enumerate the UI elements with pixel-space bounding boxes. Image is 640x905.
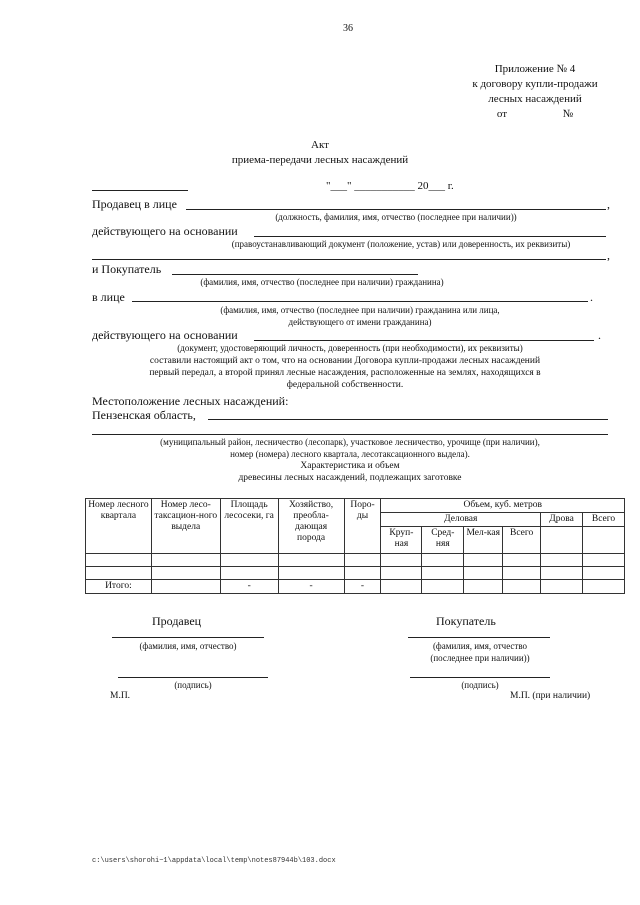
buyer-sign-caption-1: (фамилия, имя, отчество bbox=[432, 641, 528, 651]
header-area: Площадь лесосеки, га bbox=[220, 499, 278, 554]
seller-seal: М.П. bbox=[110, 691, 131, 701]
total-farm: - bbox=[278, 580, 344, 594]
buyer-person-caption-1: (фамилия, имя, отчество (последнее при наличии) гражданина или лица, bbox=[220, 305, 500, 315]
seller-signature-line[interactable] bbox=[118, 677, 268, 678]
date-fill[interactable]: "___" ___________ 20___ г. bbox=[326, 180, 454, 192]
body-text-3: федеральной собственности. bbox=[286, 380, 404, 390]
characteristic-title-1: Характеристика и объем bbox=[300, 461, 400, 471]
seller-basis-caption: (правоустанавливающий документ (положение, устав) или доверенность, их реквизиты) bbox=[231, 239, 571, 249]
buyer-person-label: в лице bbox=[92, 290, 125, 304]
characteristic-title-2: древесины лесных насаждений, подлежащих заготовке bbox=[238, 473, 462, 483]
appendix-line-3: лесных насаждений bbox=[488, 93, 582, 105]
place-line[interactable] bbox=[92, 190, 188, 191]
location-region: Пензенская область, bbox=[92, 408, 196, 422]
buyer-signature-title: Покупатель bbox=[436, 614, 496, 628]
total-label: Итого: bbox=[86, 580, 152, 594]
location-caption-2: номер (номера) лесного квартала, лесотаксационного выдела). bbox=[230, 449, 470, 459]
seller-name-line[interactable] bbox=[186, 209, 606, 210]
buyer-basis-caption: (документ, удостоверяющий личность, доверенность (при необходимости), их реквизиты) bbox=[177, 343, 523, 353]
appendix-block bbox=[450, 62, 620, 122]
footer-file-path: c:\users\shorohi~1\appdata\local\temp\notes87944b\103.docx bbox=[92, 857, 336, 865]
location-caption-1: (муниципальный район, лесничество (лесопарк), участковое лесничество, урочище (при наличии), bbox=[160, 437, 540, 447]
location-line-1[interactable] bbox=[208, 419, 608, 420]
header-large: Круп-ная bbox=[381, 527, 422, 554]
location-label: Местоположение лесных насаждений: bbox=[92, 394, 289, 408]
buyer-name-line[interactable] bbox=[172, 274, 418, 275]
seller-signature-caption: (подпись) bbox=[174, 680, 212, 690]
appendix-number: № bbox=[562, 108, 574, 120]
header-medium: Сред-няя bbox=[422, 527, 464, 554]
header-business-total: Всего bbox=[503, 527, 541, 554]
appendix-line-2: к договору купли-продажи bbox=[472, 78, 598, 90]
buyer-signature-line[interactable] bbox=[410, 677, 550, 678]
header-quarter: Номер лесного квартала bbox=[86, 499, 152, 554]
seller-name-sign-line[interactable] bbox=[112, 637, 264, 638]
total-area: - bbox=[220, 580, 278, 594]
appendix-line-1: Приложение № 4 bbox=[494, 63, 576, 75]
body-text-1: составили настоящий акт о том, что на основании Договора купли-продажи лесных насаждений bbox=[149, 356, 541, 366]
header-small: Мел-кая bbox=[464, 527, 503, 554]
header-breed: Поро-ды bbox=[344, 499, 381, 554]
buyer-basis-label: действующего на основании bbox=[92, 328, 238, 342]
seller-sign-caption: (фамилия, имя, отчество) bbox=[139, 641, 237, 651]
buyer-label: и Покупатель bbox=[92, 262, 162, 276]
buyer-signature-caption: (подпись) bbox=[461, 680, 499, 690]
buyer-basis-line[interactable] bbox=[254, 340, 594, 341]
timber-volume-table bbox=[85, 498, 625, 594]
total-row bbox=[86, 580, 625, 594]
body-text-2: первый передал, а второй принял лесные насаждения, расположенные на землях, находящихся в bbox=[149, 368, 541, 378]
header-plot: Номер лесо-таксацион-ного выдела bbox=[151, 499, 220, 554]
header-business: Деловая bbox=[381, 513, 541, 527]
header-total: Всего bbox=[583, 513, 625, 527]
buyer-caption: (фамилия, имя, отчество (последнее при наличии) гражданина) bbox=[200, 277, 444, 287]
seller-comma: , bbox=[607, 197, 610, 211]
seller-basis-label: действующего на основании bbox=[92, 224, 238, 238]
seller-signature-title: Продавец bbox=[152, 614, 202, 628]
header-volume: Объем, куб. метров bbox=[381, 499, 625, 513]
table-row bbox=[86, 567, 625, 580]
location-line-2[interactable] bbox=[92, 434, 608, 435]
act-title: Акт bbox=[311, 139, 329, 151]
total-breed: - bbox=[344, 580, 381, 594]
buyer-seal: М.П. (при наличии) bbox=[510, 691, 591, 701]
seller-basis-line[interactable] bbox=[254, 236, 606, 237]
buyer-sign-caption-2: (последнее при наличии)) bbox=[430, 653, 530, 663]
buyer-person-caption-2: действующего от имени гражданина) bbox=[288, 317, 432, 327]
buyer-name-sign-line[interactable] bbox=[408, 637, 550, 638]
header-farm: Хозяйство, преобла-дающая порода bbox=[278, 499, 344, 554]
act-subtitle: приема-передачи лесных насаждений bbox=[231, 154, 409, 166]
appendix-from: от bbox=[496, 108, 508, 120]
appendix-line-4 bbox=[450, 107, 620, 122]
seller-label: Продавец в лице bbox=[92, 197, 177, 211]
table-row bbox=[86, 554, 625, 567]
header-firewood: Дрова bbox=[541, 513, 583, 527]
seller-basis-line-2[interactable] bbox=[92, 259, 606, 260]
seller-caption: (должность, фамилия, имя, отчество (последнее при наличии)) bbox=[275, 212, 517, 222]
page-number: 36 bbox=[343, 23, 353, 34]
buyer-person-line[interactable] bbox=[132, 301, 588, 302]
